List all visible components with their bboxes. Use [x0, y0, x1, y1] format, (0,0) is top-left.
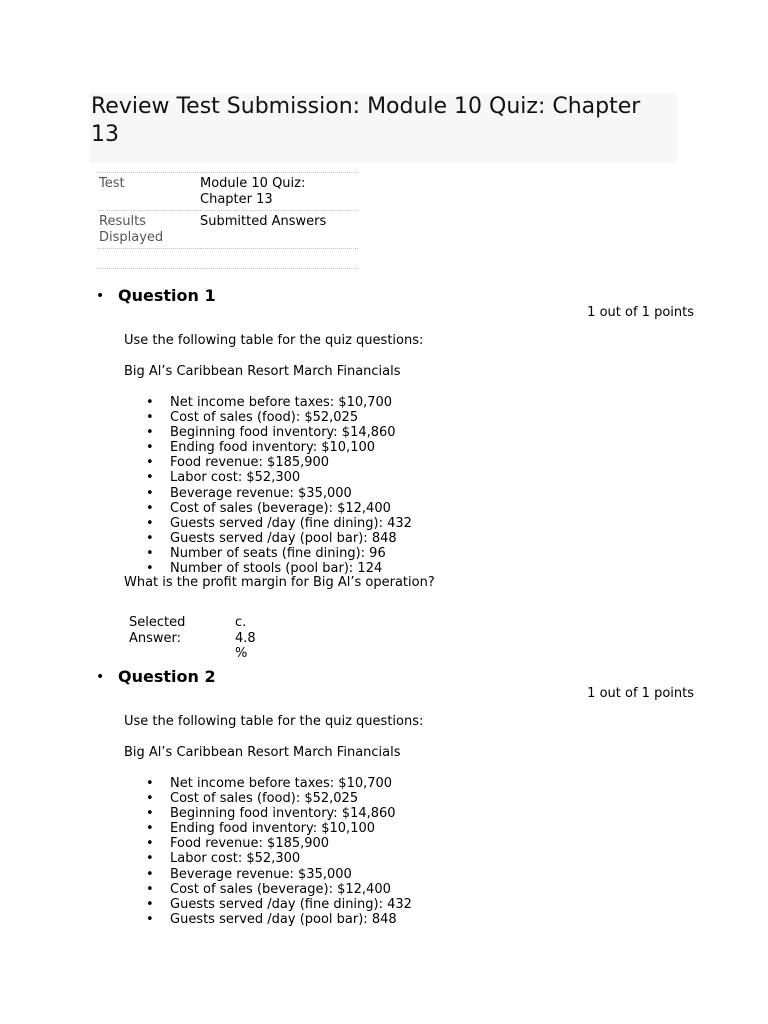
list-item: • Beginning food inventory: $14,860 — [170, 806, 412, 821]
answer-letter: c. — [235, 615, 247, 630]
question-2-financials-list — [124, 776, 412, 927]
answer-unit: % — [235, 646, 248, 661]
list-item: • Guests served /day (pool bar): 848 — [170, 912, 412, 927]
list-item: • Cost of sales (food): $52,025 — [170, 410, 412, 425]
question-2-heading — [96, 668, 216, 686]
details-value-results: Submitted Answers — [200, 211, 358, 249]
bullet-icon: • — [96, 669, 105, 685]
list-item: • Labor cost: $52,300 — [170, 470, 412, 485]
bullet-icon: • — [96, 288, 105, 304]
list-item: • Beverage revenue: $35,000 — [170, 867, 412, 882]
list-item: • Guests served /day (pool bar): 848 — [170, 531, 412, 546]
list-item: • Cost of sales (food): $52,025 — [170, 791, 412, 806]
question-1-points: 1 out of 1 points — [587, 305, 694, 320]
details-row-test — [98, 173, 358, 211]
list-item: • Food revenue: $185,900 — [170, 455, 412, 470]
question-1-selected-answer — [129, 615, 256, 662]
list-item: • Number of stools (pool bar): 124 — [170, 561, 412, 576]
page-header — [90, 93, 677, 163]
list-item: • Cost of sales (beverage): $12,400 — [170, 882, 412, 897]
list-item: • Number of seats (fine dining): 96 — [170, 546, 412, 561]
list-item: • Cost of sales (beverage): $12,400 — [170, 501, 412, 516]
page-title: Review Test Submission: Module 10 Quiz: Chapter 13 — [91, 94, 641, 147]
list-item: • Guests served /day (fine dining): 432 — [170, 516, 412, 531]
question-1-table-title: Big Al’s Caribbean Resort March Financials — [124, 364, 401, 379]
list-item: • Net income before taxes: $10,700 — [170, 776, 412, 791]
question-2-table-title: Big Al’s Caribbean Resort March Financials — [124, 745, 401, 760]
selected-answer-label-2: Answer: — [129, 630, 182, 646]
details-label-results: Results Displayed — [98, 211, 200, 249]
answer-value: 4.8 — [235, 630, 256, 646]
list-item: • Food revenue: $185,900 — [170, 836, 412, 851]
question-2-title: Question 2 — [118, 667, 216, 686]
details-row-results — [98, 211, 358, 249]
list-item: • Ending food inventory: $10,100 — [170, 821, 412, 836]
list-item: • Guests served /day (fine dining): 432 — [170, 897, 412, 912]
question-1-financials-list — [124, 395, 412, 576]
details-value-test: Module 10 Quiz: Chapter 13 — [200, 173, 358, 211]
list-item: • Beverage revenue: $35,000 — [170, 486, 412, 501]
selected-answer-label-1: Selected — [129, 615, 186, 630]
list-item: • Labor cost: $52,300 — [170, 851, 412, 866]
details-label-test: Test — [98, 173, 200, 211]
question-1-title: Question 1 — [118, 286, 216, 305]
question-2-intro: Use the following table for the quiz questions: — [124, 714, 424, 729]
question-2-points: 1 out of 1 points — [587, 686, 694, 701]
list-item: • Beginning food inventory: $14,860 — [170, 425, 412, 440]
question-1-heading — [96, 287, 216, 305]
submission-details — [98, 172, 358, 269]
question-1-intro: Use the following table for the quiz questions: — [124, 333, 424, 348]
list-item: • Net income before taxes: $10,700 — [170, 395, 412, 410]
question-1-prompt: What is the profit margin for Big Al’s operation? — [124, 575, 435, 590]
list-item: • Ending food inventory: $10,100 — [170, 440, 412, 455]
details-row-empty — [98, 249, 358, 269]
